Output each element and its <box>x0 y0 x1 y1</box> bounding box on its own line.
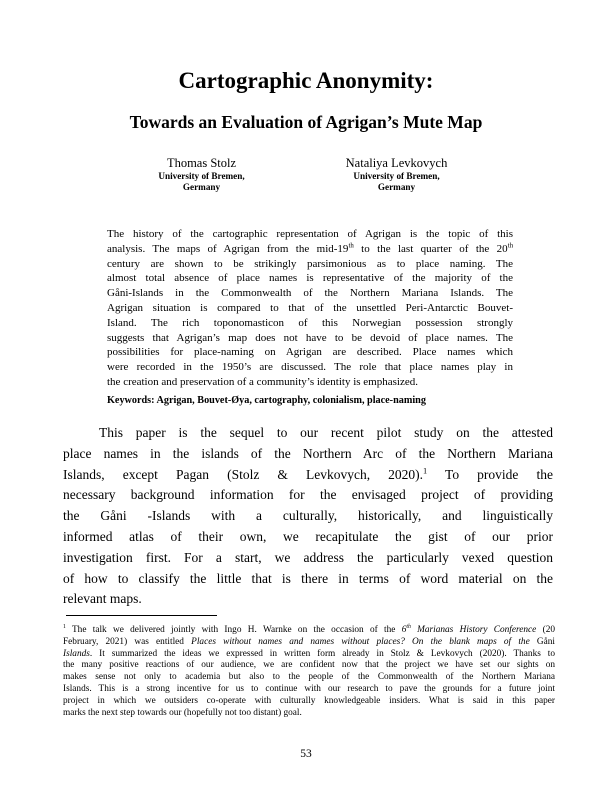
text-line <box>63 444 553 465</box>
text-line <box>63 672 555 684</box>
text-run: the many positive reactions of our audience, we are confident now that the project we have set our sights on <box>63 660 555 671</box>
text-run: informed atlas of their own, we recapitulate the gist of our prior <box>63 528 553 544</box>
text-line <box>63 527 553 548</box>
text-line <box>63 696 555 708</box>
author-right <box>299 156 494 193</box>
body-paragraph <box>63 423 553 610</box>
text-line <box>63 423 553 444</box>
text-run: th <box>348 242 354 250</box>
footnote-separator <box>66 615 217 616</box>
text-line <box>107 257 513 272</box>
text-line <box>107 375 513 390</box>
page-subtitle: Towards an Evaluation of Agrigan’s Mute Map <box>129 112 483 132</box>
text-line <box>107 242 513 257</box>
text-run: marks the next step towards our (hopefully not too distant) goal. <box>63 707 302 718</box>
text-run: 1 <box>423 466 428 476</box>
footnote-text <box>63 625 555 719</box>
text-run: Gåni-Islands in the Commonwealth of the Northern Mariana Islands. The <box>107 287 513 300</box>
author-affiliation: University of Bremen, <box>158 171 245 181</box>
text-run: century are shown to be strikingly parsimonious as to place naming. The <box>107 257 513 270</box>
text-run: To provide the <box>427 466 553 482</box>
text-run: of how to classify the little that is there in terms of word material on the <box>63 570 553 586</box>
text-run: February, 2021) was entitled <box>63 636 192 647</box>
text-run: 1 <box>63 623 66 630</box>
author-block <box>104 156 494 193</box>
text-line <box>63 589 553 610</box>
text-line <box>107 360 513 375</box>
text-run: This paper is the sequel to our recent pilot study on the attested <box>99 425 553 440</box>
text-run: makes sense not only to academia but also to the people of the Commonwealth of the Northern Mariana <box>63 672 555 683</box>
page-number: 53 <box>300 748 312 760</box>
text-run: investigation first. For a start, we address the particularly vexed question <box>63 549 553 565</box>
text-line <box>63 708 555 720</box>
text-run: Places without names and names without places? On the blank maps of the <box>191 636 530 647</box>
author-name: Thomas Stolz <box>166 156 237 170</box>
text-run: necessary background information for the envisaged project of providing <box>63 487 553 503</box>
text-line <box>107 331 513 346</box>
text-line <box>63 625 555 637</box>
text-run: Islands <box>63 648 90 659</box>
text-run: were recorded in the 1950’s are discussed. The role that place names play in <box>107 361 513 374</box>
text-line <box>63 649 555 661</box>
text-line <box>107 316 513 331</box>
author-affiliation: Germany <box>182 182 221 192</box>
text-run: th <box>406 623 411 630</box>
text-line <box>63 548 553 569</box>
text-line <box>107 301 513 316</box>
text-run: analysis. The maps of Agrigan from the mid-19 <box>107 242 349 255</box>
text-run: almost total absence of place names is representative of the majority of the <box>107 272 513 285</box>
text-line <box>107 345 513 360</box>
abstract-text <box>107 227 513 390</box>
text-run: suggests that Agrigan’s map does not have to be devoid of place names. The <box>107 331 513 344</box>
text-run: possibilities for place-naming on Agrigan are described. Place names which <box>107 346 513 359</box>
text-run: to the last quarter of the 20 <box>353 242 508 255</box>
text-run: Islands, except Pagan (Stolz & Levkovych, 2020). <box>63 466 424 482</box>
text-line <box>63 637 555 649</box>
text-line <box>107 286 513 301</box>
text-line <box>63 684 555 696</box>
text-run: place names in the islands of the Northern Arc of the Northern Mariana <box>63 445 553 461</box>
text-run: The history of the cartographic representation of Agrigan is the topic of this <box>107 228 513 240</box>
text-run: Islands. This is a strong incentive for us to continue with our research to pave the grounds for a future joint <box>63 683 555 694</box>
text-line <box>63 660 555 672</box>
author-affiliation: Germany <box>377 182 416 192</box>
text-line <box>107 271 513 286</box>
text-run: relevant maps. <box>63 591 142 607</box>
text-run: . It summarized the ideas we expressed in written form already in Stolz & Levkovych (2020). Thanks to <box>89 648 555 659</box>
text-run: Marianas History Conference <box>410 625 537 635</box>
text-line <box>107 227 513 242</box>
text-run: The talk we delivered jointly with Ingo H. Warnke on the occasion of the <box>65 625 402 635</box>
author-affiliation: University of Bremen, <box>353 171 440 181</box>
text-line <box>63 569 553 590</box>
text-run: th <box>507 242 513 250</box>
text-line <box>63 485 553 506</box>
text-run: Agrigan situation is compared to that of the unsettled Peri-Antarctic Bouvet- <box>107 301 513 314</box>
text-line <box>63 506 553 527</box>
author-left <box>104 156 299 193</box>
author-name: Nataliya Levkovych <box>345 156 448 170</box>
text-run: (20 <box>536 625 556 635</box>
text-line <box>63 465 553 486</box>
text-run: the creation and preservation of a community’s identity is emphasized. <box>107 375 418 388</box>
text-run: project in which we outsiders co-operate with culturally knowledgeable insiders. What is said in this paper <box>63 695 555 706</box>
text-run: 6 <box>401 625 407 635</box>
keywords-line: Keywords: Agrigan, Bouvet-Øya, cartography, colonialism, place-naming <box>107 395 426 406</box>
text-run: Island. The rich toponomasticon of this Norwegian possession strongly <box>107 316 513 329</box>
page-title: Cartographic Anonymity: <box>178 68 434 93</box>
text-run: Gåni <box>529 636 555 647</box>
text-run: the Gåni -Islands with a culturally, historically, and linguistically <box>63 508 553 524</box>
